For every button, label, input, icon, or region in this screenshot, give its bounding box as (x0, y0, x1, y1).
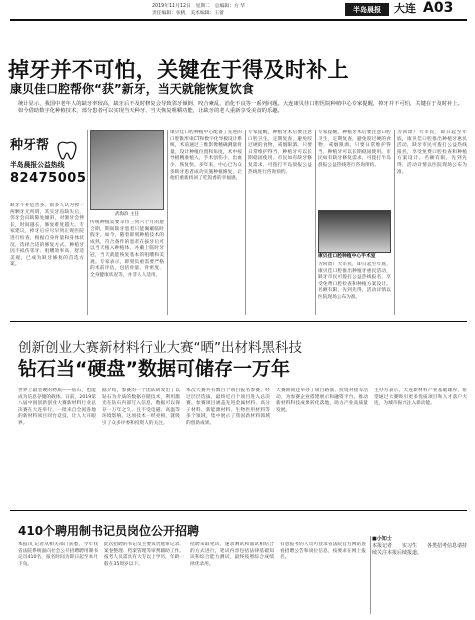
article2-col1: 世界上最坚硬的物质——钻石，也能成为信息存储的载体。日前，2019第八届中国创新创业大赛新材料行业总决赛在大连举行，一批来自全国各地的新材料项目同台竞技，让人大开眼界。 (18, 388, 96, 426)
column-rule (394, 130, 395, 315)
section-divider-2 (10, 510, 467, 511)
column-rule (245, 130, 246, 315)
article3-byline (372, 536, 467, 557)
page-number: A03 (423, 0, 454, 16)
ad-clinic: 半岛晨报公益热线 (10, 161, 65, 169)
article1-col2: 传统种植需要等待三到六个月的愈合期，期间缺牙患者只能佩戴临时假牙。如今，随着即刻种植技术的成熟，符合条件的患者在拔牙后可以当天植入种植体，并戴上临时牙冠，当天就能恢复基本的咀嚼和美观。专家表示，即刻负重需要严格的术前评估，包括骨量、骨密度、全身健康状况等，并非人人适用。 (90, 220, 164, 278)
header-date-line: 2019年11月12日 星期二 总编辑：方 华 (152, 4, 246, 9)
article1-col4b: 专家提醒，种植牙术后要注意口腔卫生，定期复查，避免咬过硬的食物，戒烟限酒。只要日常维护得当，种植牙可以长期稳固使用。市民如有缺牙修复需求，可拨打半岛晨报公益热线进行咨询预约。 (318, 130, 391, 168)
article1-headline: 掉牙并不可怕，关键在于得及时补上 (8, 58, 349, 82)
article2-col3: 本次大赛共有数百个项目报名参赛，经过层层选拔，最终近百个项目进入总决赛。参赛项目涵盖先进金属材料、高分子材料、新能源材料、生物医用材料等多个领域，集中展示了我国新材料领域的创新成果。 (186, 388, 270, 426)
article3-col4: 有意报考的人员可登录省法院官方网站查看招聘公告和岗位信息，按要求在网上报名。 (280, 542, 366, 561)
header-editor-line: 责任编辑：张帆 美术编辑：王蕾 (152, 10, 224, 16)
article2-col2: 据介绍，参赛的一个团队研发出了以钻石为介质的数据存储技术，利用激光在钻石内部写入信息，数据可以保存一万年之久，且不受电磁、高温等环境影响。这项技术一经亮相，就吸引了众多评委和投资人的关注。 (102, 388, 180, 426)
doctor-photo-caption: 武海滨 主任 (115, 212, 139, 217)
byline-text: 本报记者 实习生 各类招考信息请持续关注本报后续报道。 (372, 543, 468, 556)
article2-kicker: 创新创业大赛新材料行业大赛“晒”出材料黑科技 (18, 340, 302, 356)
column-rule (167, 130, 168, 315)
article3-col3: 招聘采取笔试、速录测试和面试相结合的方式进行，笔试内容包括法律基础知识和综合能力测试，最终按照综合成绩择优录用。 (190, 542, 274, 567)
section-divider-1 (10, 321, 467, 322)
article3-headline: 410个聘用制书记员岗位公开招聘 (18, 524, 200, 538)
tooth-icon (54, 140, 80, 160)
article1-col5: 为回馈广大市民，即日起至年底，康贝佳口腔推出种植牙惠民活动，缺牙市民可拨打公益热线报名，享受免费口腔检查和种植方案设计。名额有限，先到先得，活动详情以医院现场公布为准。 (397, 130, 467, 175)
doctor-photo (90, 130, 164, 210)
ad-title: 种牙帮 (10, 138, 50, 153)
surgery-room-caption: 康贝佳口腔种植中心手术室 (318, 254, 376, 259)
article2-col5: 主办方表示，大连新材料产业基础雄厚，希望通过大赛吸引更多优质项目和人才落户大连，为城市振兴注入新动能。 (374, 388, 467, 407)
article3-col1: 本报讯 记者从相关部门获悉，今年我省法院系统面向社会公开招聘聘用制书记员410名，报名时间为即日起至本月下旬。 (18, 542, 98, 567)
column-rule (370, 536, 371, 614)
ad-phone: 82475005 (10, 171, 87, 186)
article1-col3: 康贝佳口腔种植中心配备了先进的口腔锥形束CT和数字化导板设计系统，术前通过三维影像精确测量骨量，设计种植位置和角度，术中按导板精准植入，手术创伤小、出血少、恢复快。多年来，中心已为众多缺牙患者成功实施种植修复，让他们重新找回了吃饭香的幸福感。 (170, 130, 242, 182)
newspaper-logo: 半岛晨报 (345, 3, 389, 16)
column-rule (315, 130, 316, 315)
surgery-room-photo (318, 210, 391, 253)
article1-lede: 统计显示，我国中老年人的缺牙率较高，缺牙后不及时修复会导致邻牙倾倒、咬合紊乱、消化不良等一系列问题。大连康贝佳口腔医院种植中心专家提醒，掉牙并不可怕，关键在于及时补上。如今借助数字化种植技术，部分患者可以实现当天种牙、当天恢复咀嚼功能，让缺牙的老人重新享受美食的乐趣。 (18, 101, 463, 115)
byline-title: ■小知士 (372, 536, 392, 542)
column-rule (87, 130, 88, 315)
header-rule (10, 19, 467, 21)
article1-col1: 缺牙不补危害多。很多人认为掉一两颗牙无所谓，其实牙齿缺失后，邻牙会向缺隙处倾斜，对颌牙会伸长，时间越长，修复难度越大。专家建议，掉牙后应尽早到正规医院进行检查，根据自身骨量和身体状况，选择合适的修复方式。种植牙因不损伤邻牙、咀嚼效率高、舒适美观，已成为缺牙修复的首选方案。 (10, 203, 84, 268)
article2-headline: 钻石当“硬盘”数据可储存一万年 (18, 358, 290, 380)
article1-col4: 专家提醒，种植牙术后要注意口腔卫生，定期复查，避免咬过硬的食物，戒烟限酒。只要日常维护得当，种植牙可以长期稳固使用。市民如有缺牙修复需求，可拨打半岛晨报公益热线进行咨询预约。 (248, 130, 312, 175)
section-city: 大连 (394, 2, 416, 15)
article3-col2: 此次招聘的书记员主要负责庭审记录、案卷整理、档案管理等审判辅助工作。报考人员需具有大专以上学历，年龄一般在35周岁以下。 (104, 542, 184, 567)
hotline-ad (10, 138, 87, 200)
header-meta (152, 4, 340, 17)
article1-subhead: 康贝佳口腔帮你“获”新牙，当天就能恢复饮食 (10, 82, 254, 96)
article1-col5a: 为回馈广大市民，即日起至年底，康贝佳口腔推出种植牙惠民活动，缺牙市民可拨打公益热线报名，享受免费口腔检查和种植方案设计。名额有限，先到先得，活动详情以医院现场公布为准。 (318, 262, 391, 300)
article2-col4: 大赛期间还举办了项目路演、投资对接等活动，为参赛企业搭建展示和融资平台，推动新材料科技成果转化落地，助力产业高质量发展。 (276, 388, 368, 413)
